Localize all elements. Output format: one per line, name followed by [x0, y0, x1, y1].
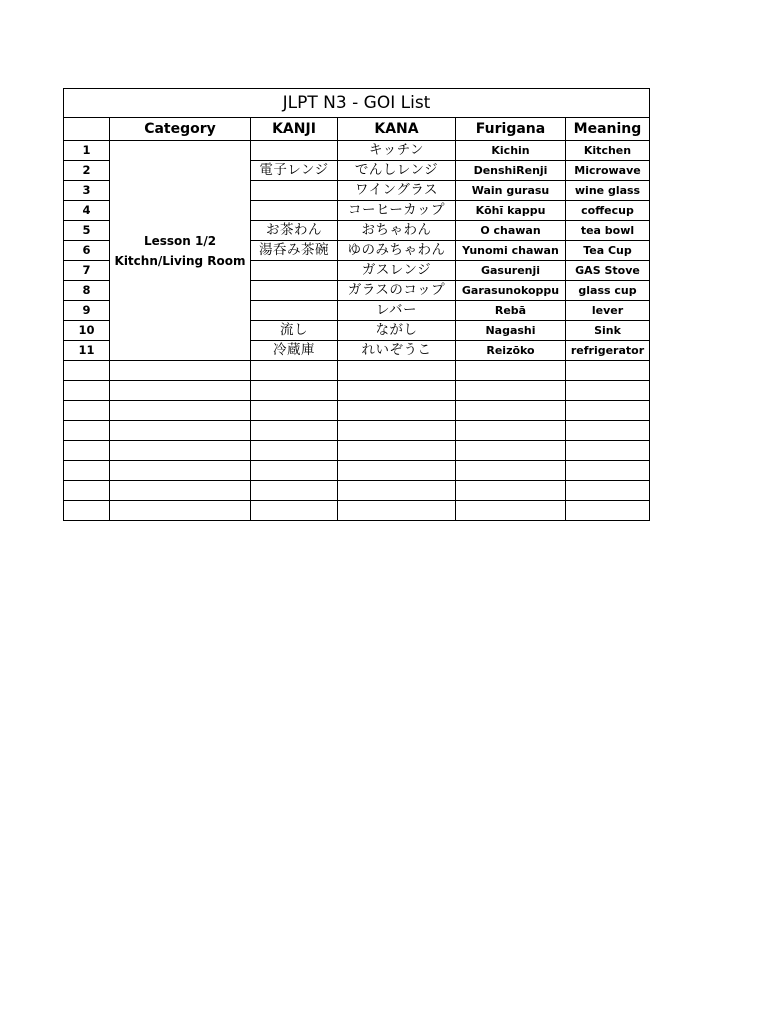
empty-cell — [251, 421, 338, 441]
meaning-cell: coffecup — [566, 201, 650, 221]
empty-cell — [456, 501, 566, 521]
row-number: 8 — [64, 281, 110, 301]
header-category: Category — [110, 118, 251, 141]
row-number: 4 — [64, 201, 110, 221]
row-number: 3 — [64, 181, 110, 201]
meaning-cell: lever — [566, 301, 650, 321]
empty-cell — [338, 501, 456, 521]
empty-cell — [251, 481, 338, 501]
meaning-cell: GAS Stove — [566, 261, 650, 281]
header-furigana: Furigana — [456, 118, 566, 141]
empty-cell — [110, 361, 251, 381]
category-lesson: Lesson 1/2 — [143, 233, 217, 248]
kana-cell: ゆのみちゃわん — [338, 241, 456, 261]
empty-cell — [566, 381, 650, 401]
kana-cell: ワイングラス — [338, 181, 456, 201]
kanji-cell: 電子レンジ — [251, 161, 338, 181]
kana-cell: ガラスのコップ — [338, 281, 456, 301]
empty-cell — [566, 501, 650, 521]
empty-cell — [64, 441, 110, 461]
furigana-cell: Rebā — [456, 301, 566, 321]
kana-cell: れいぞうこ — [338, 341, 456, 361]
kana-cell: おちゃわん — [338, 221, 456, 241]
empty-cell — [338, 441, 456, 461]
empty-cell — [456, 401, 566, 421]
kanji-cell — [251, 201, 338, 221]
furigana-cell: Nagashi — [456, 321, 566, 341]
empty-row — [64, 401, 650, 421]
empty-cell — [64, 461, 110, 481]
header-kana: KANA — [338, 118, 456, 141]
furigana-cell: Garasunokoppu — [456, 281, 566, 301]
empty-cell — [566, 481, 650, 501]
empty-row — [64, 461, 650, 481]
furigana-cell: Kichin — [456, 141, 566, 161]
empty-cell — [251, 381, 338, 401]
empty-cell — [338, 361, 456, 381]
empty-cell — [338, 421, 456, 441]
empty-cell — [110, 421, 251, 441]
empty-row — [64, 501, 650, 521]
empty-cell — [251, 501, 338, 521]
furigana-cell: DenshiRenji — [456, 161, 566, 181]
row-number: 10 — [64, 321, 110, 341]
meaning-cell: Kitchen — [566, 141, 650, 161]
row-number: 11 — [64, 341, 110, 361]
kanji-cell — [251, 281, 338, 301]
meaning-cell: glass cup — [566, 281, 650, 301]
empty-cell — [338, 461, 456, 481]
meaning-cell: Tea Cup — [566, 241, 650, 261]
empty-cell — [64, 421, 110, 441]
kanji-cell: お茶わん — [251, 221, 338, 241]
empty-row — [64, 421, 650, 441]
empty-cell — [566, 361, 650, 381]
empty-cell — [566, 401, 650, 421]
goi-table — [63, 88, 650, 521]
empty-cell — [64, 381, 110, 401]
empty-cell — [251, 401, 338, 421]
category-topic: Kitchn/Living Room — [114, 253, 246, 268]
empty-cell — [110, 401, 251, 421]
empty-cell — [566, 421, 650, 441]
empty-cell — [456, 421, 566, 441]
empty-cell — [251, 441, 338, 461]
kana-cell: ガスレンジ — [338, 261, 456, 281]
kana-cell: レバー — [338, 301, 456, 321]
header-kanji: KANJI — [251, 118, 338, 141]
table-row — [64, 141, 650, 161]
header-meaning: Meaning — [566, 118, 650, 141]
row-number: 7 — [64, 261, 110, 281]
empty-cell — [110, 481, 251, 501]
kanji-cell: 湯呑み茶碗 — [251, 241, 338, 261]
row-number: 1 — [64, 141, 110, 161]
kanji-cell — [251, 141, 338, 161]
empty-cell — [456, 361, 566, 381]
furigana-cell: Yunomi chawan — [456, 241, 566, 261]
kana-cell: コーヒーカップ — [338, 201, 456, 221]
empty-cell — [110, 501, 251, 521]
empty-cell — [110, 381, 251, 401]
furigana-cell: Reizōko — [456, 341, 566, 361]
kanji-cell — [251, 181, 338, 201]
empty-row — [64, 481, 650, 501]
kana-cell: キッチン — [338, 141, 456, 161]
header-row — [64, 118, 650, 141]
empty-cell — [64, 481, 110, 501]
furigana-cell: O chawan — [456, 221, 566, 241]
empty-row — [64, 441, 650, 461]
row-number: 9 — [64, 301, 110, 321]
empty-cell — [251, 461, 338, 481]
empty-cell — [64, 361, 110, 381]
kanji-cell: 流し — [251, 321, 338, 341]
empty-row — [64, 381, 650, 401]
kanji-cell — [251, 301, 338, 321]
row-number: 2 — [64, 161, 110, 181]
empty-cell — [566, 441, 650, 461]
furigana-cell: Wain gurasu — [456, 181, 566, 201]
header-number — [64, 118, 110, 141]
sheet-title: JLPT N3 - GOI List — [64, 89, 650, 118]
empty-cell — [338, 401, 456, 421]
row-number: 5 — [64, 221, 110, 241]
meaning-cell: Sink — [566, 321, 650, 341]
empty-cell — [338, 481, 456, 501]
furigana-cell: Kōhī kappu — [456, 201, 566, 221]
row-number: 6 — [64, 241, 110, 261]
empty-cell — [456, 441, 566, 461]
empty-cell — [110, 441, 251, 461]
empty-cell — [456, 381, 566, 401]
empty-cell — [251, 361, 338, 381]
kanji-cell — [251, 261, 338, 281]
empty-cell — [64, 501, 110, 521]
empty-row — [64, 361, 650, 381]
empty-cell — [110, 461, 251, 481]
furigana-cell: Gasurenji — [456, 261, 566, 281]
meaning-cell: tea bowl — [566, 221, 650, 241]
title-row — [64, 89, 650, 118]
empty-cell — [64, 401, 110, 421]
meaning-cell: Microwave — [566, 161, 650, 181]
empty-cell — [338, 381, 456, 401]
meaning-cell: refrigerator — [566, 341, 650, 361]
empty-cell — [456, 461, 566, 481]
category-cell — [110, 141, 251, 361]
empty-cell — [456, 481, 566, 501]
kana-cell: ながし — [338, 321, 456, 341]
kanji-cell: 冷蔵庫 — [251, 341, 338, 361]
empty-cell — [566, 461, 650, 481]
kana-cell: でんしレンジ — [338, 161, 456, 181]
meaning-cell: wine glass — [566, 181, 650, 201]
